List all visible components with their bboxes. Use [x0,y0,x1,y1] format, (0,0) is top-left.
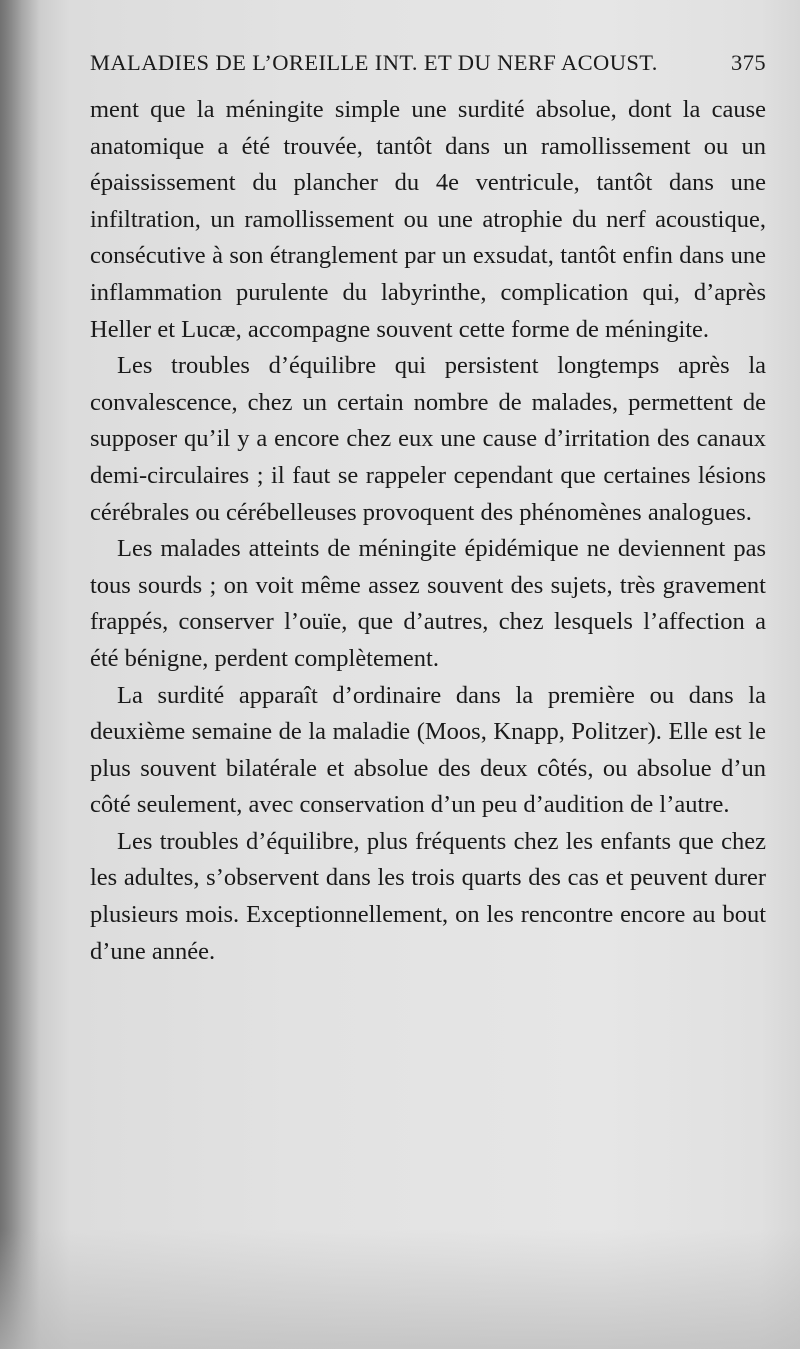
binding-shadow [0,0,40,1349]
paragraph-2: Les troubles d’équilibre qui persistent longtemps après la convalescence, chez un certain nombre de malades, permettent de supposer qu’il y a encore chez eux une cause d’irritation des canaux demi-circulaires ; il faut se rappeler cependant que certaines lésions cérébrales ou cérébelleuses provoquent des phénomènes analogues. [90,352,766,526]
paragraph-3: Les malades atteints de méningite épidémique ne deviennent pas tous sourds ; on voit même assez souvent des sujets, très gravement frappés, conserver l’ouïe, que d’autres, chez lesquels l’affection a été bénigne, perdent complètement. [90,535,766,672]
paragraph-4: La surdité apparaît d’ordinaire dans la première ou dans la deuxième semaine de la maladie (Moos, Knapp, Politzer). Elle est le plus souvent bilatérale et absolue des deux côtés, ou absolue d’un côté seulement, avec conservation d’un peu d’audition de l’autre. [90,681,766,819]
paragraph-5: Les troubles d’équilibre, plus fréquents chez les enfants que chez les adultes, s’observent dans les trois quarts des cas et peuvent durer plusieurs mois. Exceptionnellement, on les rencontre encore au bout d’une année. [90,827,766,965]
page-number: 375 [731,50,766,75]
page-header [90,50,766,86]
running-head: MALADIES DE L’OREILLE INT. ET DU NERF ACOUST. [90,50,658,75]
bottom-shadow [0,1229,800,1349]
body-text [90,92,766,970]
paragraph-1: ment que la méningite simple une surdité absolue, dont la cause anatomique a été trouvée, tantôt dans un ramollissement ou un épaississement du plancher du 4e ventricule, tantôt dans une infiltration, un ramollissement ou une atrophie du nerf acoustique, consécutive à son étranglement par un exsudat, tantôt enfin dans une inflammation purulente du labyrinthe, complication qui, d’après Heller et Lucæ, accompagne souvent cette forme de méningite. [90,96,766,343]
